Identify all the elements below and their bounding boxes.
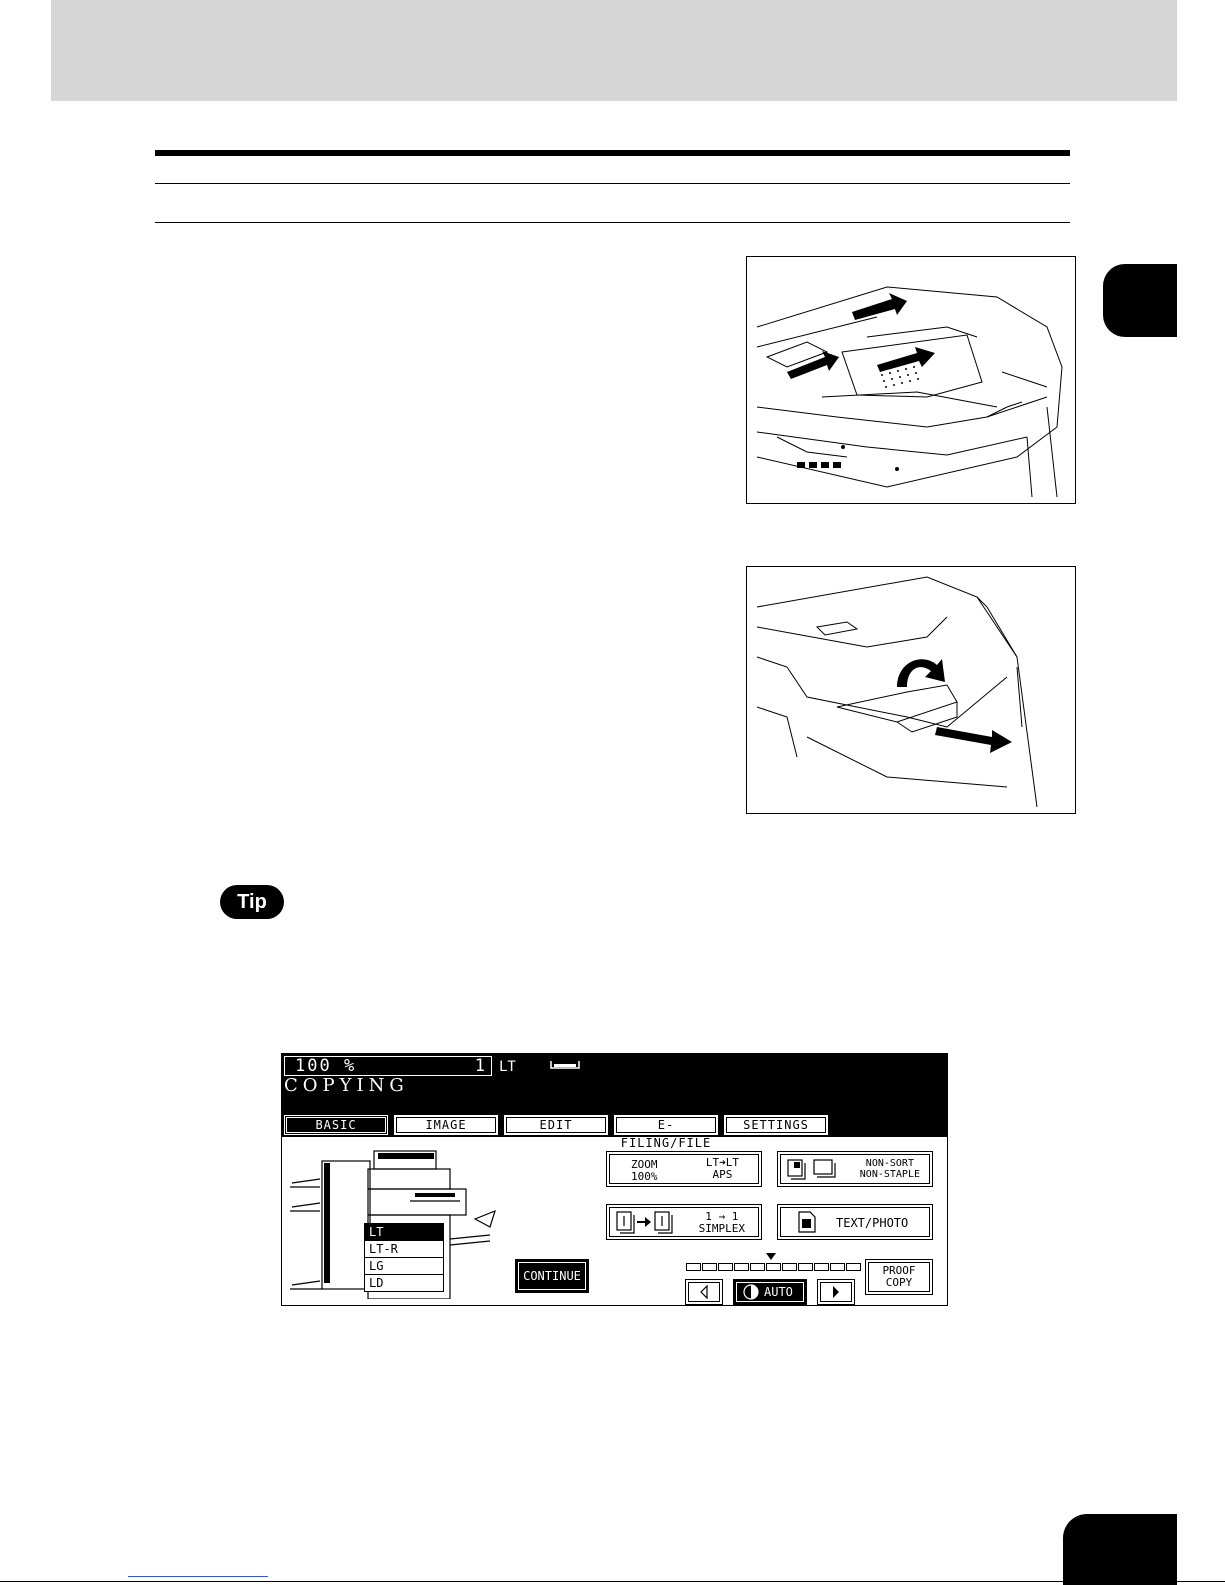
density-segment <box>718 1263 733 1271</box>
copier-control-panel <box>281 1053 948 1306</box>
zoom-value: 100% <box>631 1170 658 1183</box>
zoom-title: ZOOM <box>631 1158 658 1171</box>
tab-settings[interactable]: SETTINGS <box>724 1115 828 1135</box>
sort-line2: NON-STAPLE <box>859 1169 920 1180</box>
tip-badge: Tip <box>220 885 284 919</box>
continue-button[interactable]: CONTINUE <box>515 1259 589 1293</box>
section-rule <box>155 183 1070 184</box>
duplex-line1: 1 → 1 <box>705 1210 739 1223</box>
zoom-aps: APS <box>712 1168 733 1181</box>
tray-lt-r[interactable]: LT-R <box>364 1241 444 1258</box>
original-mode-label: TEXT/PHOTO <box>836 1216 909 1230</box>
simplex-icon <box>615 1210 679 1234</box>
lighter-button[interactable] <box>685 1279 723 1305</box>
text-photo-icon <box>796 1210 818 1234</box>
zoom-copies-display <box>284 1056 492 1076</box>
darker-icon <box>830 1285 842 1299</box>
exit-tray-illustration <box>747 567 1075 813</box>
sort-line1: NON-SORT <box>865 1158 914 1169</box>
zoom-paper: LT➜LT <box>705 1156 739 1169</box>
tray-ld[interactable]: LD <box>364 1275 444 1292</box>
density-segment <box>798 1263 813 1271</box>
tab-edit[interactable]: EDIT <box>504 1115 608 1135</box>
density-segment <box>814 1263 829 1271</box>
lighter-icon <box>698 1285 710 1299</box>
zoom-label-group <box>631 1159 658 1183</box>
sort-icon <box>786 1158 838 1180</box>
auto-label: AUTO <box>764 1285 793 1299</box>
section-rule <box>155 222 1070 223</box>
figure-document-feeder <box>746 256 1076 504</box>
tray-lt[interactable]: LT <box>364 1223 444 1241</box>
page-number-tab <box>1063 1514 1177 1585</box>
tab-image[interactable]: IMAGE <box>394 1115 498 1135</box>
paper-tray-list <box>364 1223 444 1292</box>
density-segment <box>734 1263 749 1271</box>
proof-line2: COPY <box>885 1276 913 1289</box>
status-area <box>282 1054 947 1150</box>
auto-density-button[interactable] <box>733 1279 807 1305</box>
sort-label-group <box>860 1158 920 1180</box>
density-segment <box>830 1263 845 1271</box>
tray-lg[interactable]: LG <box>364 1258 444 1275</box>
duplex-button[interactable] <box>606 1204 762 1240</box>
proof-line1: PROOF <box>882 1264 916 1277</box>
density-segment <box>846 1263 861 1271</box>
zoom-button[interactable] <box>606 1151 762 1187</box>
footer-link[interactable] <box>128 1576 268 1577</box>
document-feeder-illustration <box>747 257 1075 503</box>
tab-e-filing-file[interactable]: E-FILING/FILE <box>614 1115 718 1135</box>
density-segment <box>702 1263 717 1271</box>
density-segment <box>686 1263 701 1271</box>
sort-staple-button[interactable] <box>777 1151 933 1187</box>
density-segment <box>782 1263 797 1271</box>
paper-select-group <box>706 1157 739 1181</box>
copy-count: 1 <box>474 1056 485 1076</box>
header-band <box>51 0 1177 101</box>
darker-button[interactable] <box>817 1279 855 1305</box>
duplex-label-group <box>699 1211 745 1235</box>
proof-label-group <box>866 1265 932 1289</box>
figure-exit-tray <box>746 566 1076 814</box>
auto-density-icon <box>742 1284 760 1300</box>
tab-basic[interactable]: BASIC <box>284 1115 388 1135</box>
status-message: COPYING <box>284 1075 409 1096</box>
density-indicator-icon <box>766 1253 776 1260</box>
section-rule-thick <box>155 150 1070 156</box>
zoom-ratio: 100 % <box>295 1056 357 1076</box>
duplex-line2: SIMPLEX <box>698 1222 745 1235</box>
footer-rule <box>0 1581 1225 1582</box>
chapter-tab <box>1103 264 1177 337</box>
density-segment <box>750 1263 765 1271</box>
density-segment <box>766 1263 781 1271</box>
proof-copy-button[interactable] <box>865 1259 933 1295</box>
paper-tray-icon <box>550 1060 580 1070</box>
original-mode-button[interactable] <box>777 1204 933 1240</box>
paper-size: LT <box>499 1059 516 1075</box>
